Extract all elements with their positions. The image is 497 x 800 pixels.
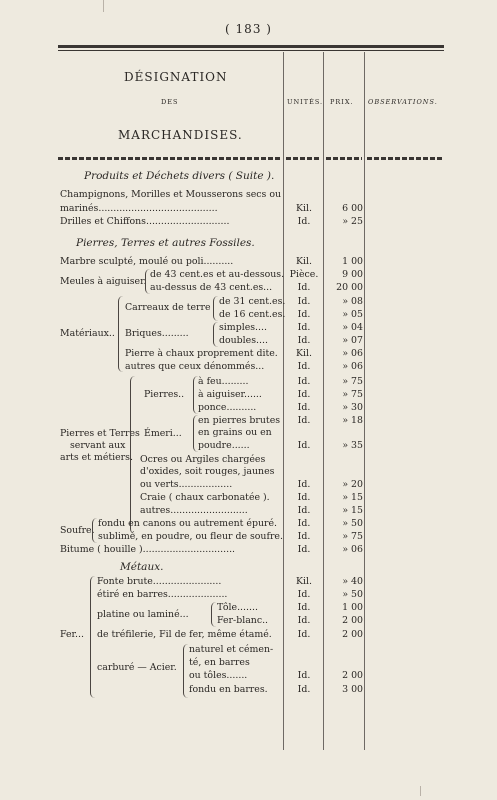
unit-tole: Id. (297, 602, 311, 613)
row-naturel-3: ou tôles....... (189, 670, 248, 681)
row-marbre: Marbre sculpté, moulé ou poli.......... (60, 256, 234, 267)
row-etire: étiré en barres.................... (97, 589, 228, 600)
header-designation: DÉSIGNATION (124, 70, 228, 84)
label-pierres: Pierres.. (144, 389, 185, 400)
price-autres-craie: » 15 (342, 505, 363, 516)
row-emeri-1: en pierres brutes (198, 415, 281, 426)
header-observations: OBSERVATIONS. (368, 98, 438, 106)
header-marchandises: MARCHANDISES. (118, 128, 243, 142)
page-number: ( 183 ) (225, 22, 272, 36)
header-des: DES (161, 98, 179, 106)
header-bottom-rule-price (326, 157, 362, 160)
row-champignons-line1: Champignons, Morilles et Mousserons secs ou (60, 189, 282, 200)
price-marbre: 1 00 (342, 256, 363, 267)
unit-emeri-3: Id. (297, 440, 311, 451)
label-pierres-terres-3: arts et métiers. (60, 452, 133, 463)
price-drilles: » 25 (342, 216, 363, 227)
label-briques: Briques......... (125, 328, 189, 339)
row-carreaux-2: de 16 cent.es. (219, 309, 286, 320)
section-metaux: Métaux. (120, 561, 164, 573)
unit-briques-1: Id. (297, 322, 311, 333)
brace-pierres-terres (130, 376, 135, 534)
unit-marbre: Kil. (296, 256, 312, 267)
unit-champignons: Kil. (296, 203, 312, 214)
row-pierres-1: à feu......... (198, 376, 249, 387)
row-ocres-3: ou verts.................. (140, 479, 233, 490)
row-pierres-2: à aiguiser...... (198, 389, 262, 400)
price-briques-2: » 07 (342, 335, 363, 346)
price-etire: » 50 (342, 589, 363, 600)
price-fer-blanc: 2 00 (342, 615, 363, 626)
column-divider-price (323, 52, 324, 750)
row-emeri-2: en grains ou en (198, 427, 272, 438)
header-bottom-rule-observations (367, 157, 444, 160)
row-tole: Tôle....... (217, 602, 258, 613)
unit-naturel: Id. (297, 670, 311, 681)
label-pierres-terres-1: Pierres et Terres (60, 428, 140, 439)
paper-mark-top (103, 0, 104, 12)
unit-fonte: Kil. (296, 576, 312, 587)
unit-soufre-2: Id. (297, 531, 311, 542)
price-autres-materiaux: » 06 (342, 361, 363, 372)
column-divider-observations (364, 52, 365, 750)
label-fer: Fer... (60, 629, 84, 640)
unit-bitume: Id. (297, 544, 311, 555)
label-meules: Meules à aiguiser. (60, 276, 147, 287)
column-divider-units (283, 52, 284, 750)
row-briques-2: doubles.... (219, 335, 268, 346)
row-meules-1: de 43 cent.es et au-dessous. (150, 269, 285, 280)
row-ocres-2: d'oxides, soit rouges, jaunes (140, 466, 275, 477)
unit-meules-2: Id. (297, 282, 311, 293)
price-meules-2: 20 00 (336, 282, 363, 293)
brace-platine (211, 602, 216, 627)
unit-meules-1: Pièce. (289, 269, 319, 280)
row-briques-1: simples.... (219, 322, 267, 333)
price-soufre-2: » 75 (342, 531, 363, 542)
row-drilles: Drilles et Chiffons............................ (60, 216, 230, 227)
unit-trefilerie: Id. (297, 629, 311, 640)
row-pierres-3: ponce.......... (198, 402, 257, 413)
label-pierres-terres-2: servant aux (70, 440, 126, 451)
unit-fer-blanc: Id. (297, 615, 311, 626)
label-platine: platine ou laminé... (97, 609, 189, 620)
label-soufre: Soufre. (60, 525, 95, 536)
price-ocres: » 20 (342, 479, 363, 490)
unit-carreaux-2: Id. (297, 309, 311, 320)
row-emeri-3: poudre...... (198, 440, 250, 451)
row-meules-2: au-dessus de 43 cent.es... (150, 282, 273, 293)
unit-autres-craie: Id. (297, 505, 311, 516)
unit-autres-materiaux: Id. (297, 361, 311, 372)
row-carreaux-1: de 31 cent.es. (219, 296, 286, 307)
price-fondu-barres: 3 00 (342, 684, 363, 695)
unit-ocres: Id. (297, 479, 311, 490)
price-carreaux-2: » 05 (342, 309, 363, 320)
brace-soufre (92, 518, 97, 543)
price-trefilerie: 2 00 (342, 629, 363, 640)
header-unites: UNITÉS. (287, 98, 324, 106)
unit-etire: Id. (297, 589, 311, 600)
header-bottom-rule-units (286, 157, 321, 160)
header-top-rule-thin (58, 50, 444, 51)
price-champignons: 6 00 (342, 203, 363, 214)
brace-briques (213, 322, 218, 347)
price-naturel: 2 00 (342, 670, 363, 681)
row-autres-materiaux: autres que ceux dénommés... (125, 361, 265, 372)
label-materiaux: Matériaux.. (60, 328, 115, 339)
unit-drilles: Id. (297, 216, 311, 227)
row-ocres-1: Ocres ou Argiles chargées (140, 454, 266, 465)
brace-materiaux (118, 296, 123, 372)
price-emeri-1: » 18 (342, 415, 363, 426)
row-naturel-2: té, en barres (189, 657, 250, 668)
price-fonte: » 40 (342, 576, 363, 587)
unit-pierres-2: Id. (297, 389, 311, 400)
brace-carreaux (213, 296, 218, 321)
unit-carreaux-1: Id. (297, 296, 311, 307)
row-champignons-line2: marinés........................................ (60, 203, 218, 214)
price-emeri-3: » 35 (342, 440, 363, 451)
row-fonte: Fonte brute....................... (97, 576, 222, 587)
label-carbure: carburé — Acier. (97, 662, 177, 673)
section-produits: Produits et Déchets divers ( Suite ). (84, 170, 275, 182)
price-soufre-1: » 50 (342, 518, 363, 529)
unit-briques-2: Id. (297, 335, 311, 346)
paper-mark-bottom (420, 786, 421, 796)
row-fondu-barres: fondu en barres. (189, 684, 268, 695)
label-carreaux: Carreaux de terre (125, 302, 211, 313)
price-bitume: » 06 (342, 544, 363, 555)
price-pierres-3: » 30 (342, 402, 363, 413)
price-pierres-1: » 75 (342, 376, 363, 387)
unit-pierre-chaux: Kil. (296, 348, 312, 359)
row-bitume: Bitume ( houille )............................... (60, 544, 236, 555)
header-bottom-rule-designation (58, 157, 281, 160)
price-pierre-chaux: » 06 (342, 348, 363, 359)
row-autres-craie: autres.......................... (140, 505, 248, 516)
row-trefilerie: de tréfilerie, Fil de fer, même étamé. (97, 629, 272, 640)
unit-fondu-barres: Id. (297, 684, 311, 695)
unit-pierres-1: Id. (297, 376, 311, 387)
price-briques-1: » 04 (342, 322, 363, 333)
row-soufre-1: fondu en canons ou autrement épuré. (98, 518, 277, 529)
header-prix: PRIX. (330, 98, 354, 106)
row-craie: Craie ( chaux carbonatée ). (140, 492, 270, 503)
price-carreaux-1: » 08 (342, 296, 363, 307)
price-tole: 1 00 (342, 602, 363, 613)
unit-emeri-1: Id. (297, 415, 311, 426)
brace-carbure (183, 644, 188, 698)
header-top-rule-thick (58, 45, 444, 48)
row-pierre-chaux: Pierre à chaux proprement dite. (125, 348, 278, 359)
price-pierres-2: » 75 (342, 389, 363, 400)
row-soufre-2: sublimé, en poudre, ou fleur de soufre. (98, 531, 283, 542)
price-craie: » 15 (342, 492, 363, 503)
brace-fer (90, 576, 95, 698)
row-naturel-1: naturel et cémen- (189, 644, 274, 655)
row-fer-blanc: Fer-blanc.. (217, 615, 269, 626)
unit-pierres-3: Id. (297, 402, 311, 413)
unit-soufre-1: Id. (297, 518, 311, 529)
label-emeri: Émeri... (144, 428, 182, 439)
section-pierres: Pierres, Terres et autres Fossiles. (76, 237, 255, 249)
price-meules-1: 9 00 (342, 269, 363, 280)
unit-craie: Id. (297, 492, 311, 503)
